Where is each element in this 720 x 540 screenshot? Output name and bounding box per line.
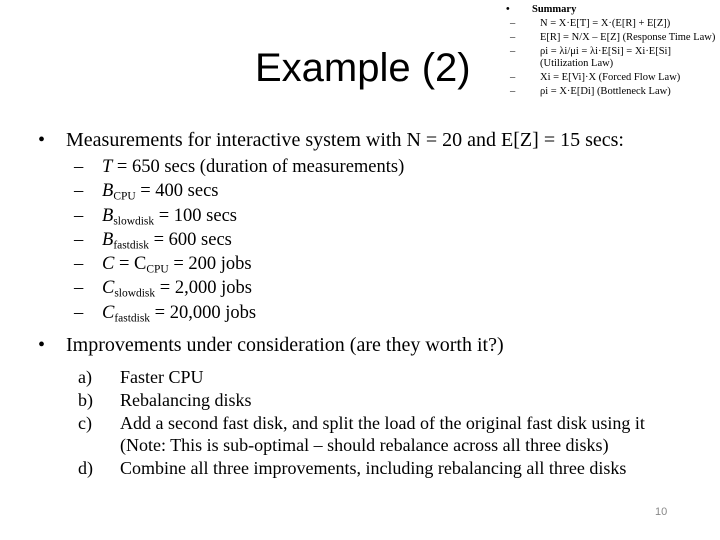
main-content [38, 127, 718, 480]
dash: – [74, 302, 84, 323]
summary-item [502, 86, 716, 98]
summary-heading-text: Summary [532, 4, 577, 15]
measurement-item [38, 156, 718, 180]
dash: – [74, 278, 84, 299]
slide-title: Example (2) [255, 46, 471, 90]
item-marker: a) [78, 367, 92, 388]
dash: – [510, 46, 516, 57]
summary-item [502, 32, 716, 44]
summary-heading [502, 4, 716, 18]
summary-item-text: Xi = E[Vi]·X (Forced Flow Law) [540, 72, 681, 83]
measurement-item [38, 302, 718, 326]
measurement-item [38, 180, 718, 204]
measurement-value: = 100 secs [154, 205, 237, 226]
measurement-subscript: slowdisk [114, 287, 156, 300]
item-marker: d) [78, 458, 93, 479]
measurement-subscript: fastdisk [113, 239, 149, 252]
measurement-symbol: T [102, 157, 113, 177]
dash: – [74, 181, 84, 202]
measurement-value-2: = 200 jobs [168, 254, 252, 275]
measurement-item [38, 229, 718, 253]
measurement-value: = 600 secs [149, 229, 232, 250]
improvement-item [38, 366, 690, 388]
measurement-value: = 400 secs [135, 181, 219, 202]
summary-list [502, 18, 716, 98]
page-number: 10 [655, 506, 668, 518]
bullet: • [38, 334, 46, 357]
dash: – [510, 86, 516, 97]
measurements-heading: Measurements for interactive system with N = 20 and E[Z] = 15 secs: [66, 129, 624, 151]
measurement-symbol: C [102, 302, 115, 323]
measurement-subscript: slowdisk [113, 215, 155, 228]
measurement-item [38, 253, 718, 277]
measurement-value: = C [114, 254, 147, 275]
measurement-item [38, 277, 718, 301]
bullet: • [38, 129, 46, 151]
summary-item-text: ρi = X·E[Di] (Bottleneck Law) [540, 86, 671, 97]
measurements-bullet [38, 127, 718, 153]
measurement-symbol: B [102, 181, 114, 202]
measurement-subscript: CPU [113, 190, 136, 203]
measurement-value: = 2,000 jobs [155, 278, 252, 299]
measurements-list [38, 156, 718, 326]
dash: – [510, 72, 516, 83]
measurement-subscript: fastdisk [114, 312, 151, 325]
improvement-text: Combine all three improvements, including rebalancing all three disks [120, 458, 627, 479]
measurement-value: = 20,000 jobs [150, 302, 257, 323]
summary-item-text: N = X·E[T] = X·(E[R] + E[Z]) [540, 18, 671, 29]
improvement-item [38, 389, 690, 411]
measurement-symbol: B [102, 205, 114, 226]
measurement-symbol: C [102, 254, 115, 275]
improvements-list [38, 366, 718, 479]
improvements-bullet [38, 332, 718, 358]
improvement-text: Rebalancing disks [120, 390, 252, 411]
bullet: • [506, 4, 510, 15]
dash: – [510, 32, 516, 43]
summary-item-text: E[R] = N/X – E[Z] (Response Time Law) [540, 32, 716, 43]
measurement-item [38, 205, 718, 229]
measurement-value: = 650 secs (duration of measurements) [112, 157, 405, 177]
item-marker: c) [78, 413, 92, 434]
measurement-symbol: C [102, 278, 115, 299]
improvements-heading: Improvements under consideration (are they worth it?) [66, 334, 504, 357]
improvement-text: Faster CPU [120, 367, 204, 388]
dash: – [74, 205, 84, 226]
improvement-item [38, 457, 690, 479]
summary-item-text: ρi = λi/μi = λi·E[Si] = Xi·E[Si] (Utilization Law) [540, 46, 671, 69]
summary-item [502, 18, 716, 30]
improvement-item [38, 412, 690, 456]
dash: – [74, 229, 84, 250]
measurement-symbol: B [102, 229, 114, 250]
dash: – [74, 254, 84, 275]
improvement-text: Add a second fast disk, and split the load of the original fast disk using it (Note: This is sub-optimal – should rebalance across all three disks) [120, 413, 645, 456]
dash: – [74, 157, 84, 177]
item-marker: b) [78, 390, 93, 411]
summary-box [502, 4, 716, 100]
measurement-subscript-2: CPU [146, 263, 169, 276]
summary-item [502, 72, 716, 84]
dash: – [510, 18, 516, 29]
summary-item [502, 46, 716, 70]
